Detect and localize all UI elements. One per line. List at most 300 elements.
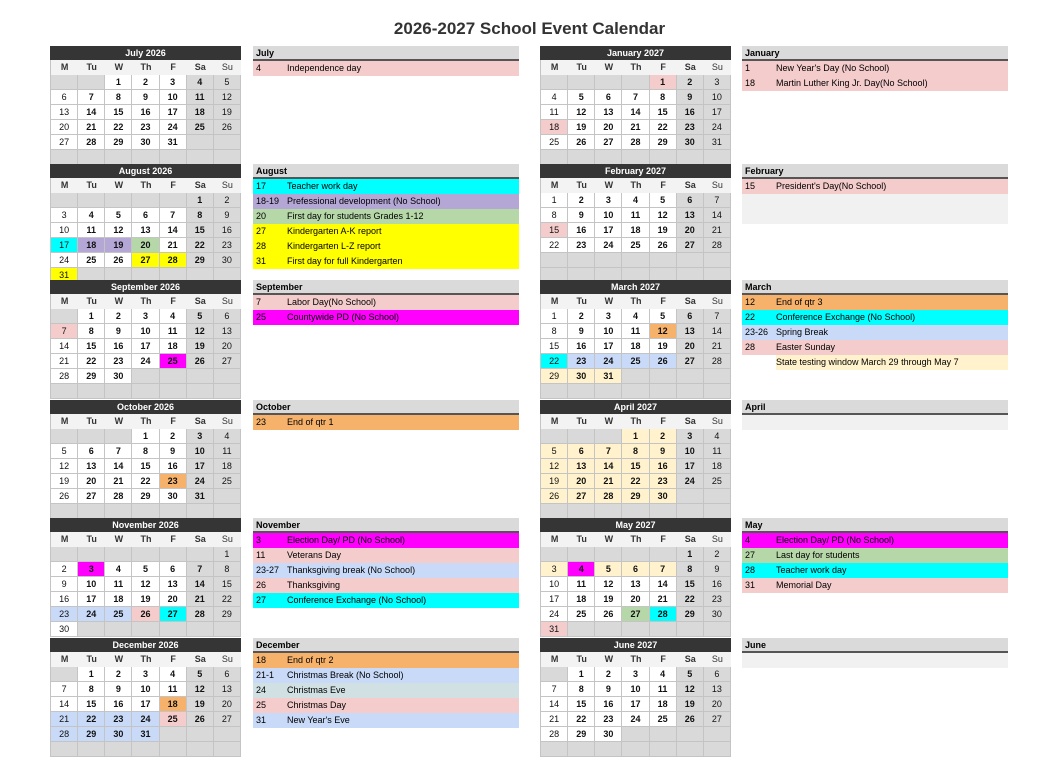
day-cell[interactable]: 22 (622, 474, 649, 489)
event-row[interactable] (253, 61, 519, 76)
day-cell[interactable]: 4 (541, 90, 568, 105)
day-cell[interactable]: 9 (595, 682, 622, 697)
day-cell[interactable]: 8 (187, 208, 214, 223)
day-cell[interactable]: 22 (568, 712, 595, 727)
day-cell[interactable]: 14 (160, 223, 187, 238)
day-cell[interactable]: 26 (187, 712, 214, 727)
day-cell[interactable]: 25 (160, 712, 187, 727)
day-cell[interactable]: 12 (132, 577, 159, 592)
day-cell[interactable]: 6 (622, 562, 649, 577)
day-cell[interactable]: 1 (105, 75, 132, 90)
day-cell[interactable]: 12 (187, 682, 214, 697)
day-cell[interactable]: 15 (105, 105, 132, 120)
day-cell[interactable]: 19 (214, 105, 241, 120)
day-cell[interactable]: 8 (78, 324, 105, 339)
day-cell[interactable]: 20 (160, 592, 187, 607)
day-cell[interactable]: 13 (214, 682, 241, 697)
day-cell[interactable]: 19 (650, 223, 677, 238)
day-cell[interactable]: 31 (704, 135, 731, 150)
day-cell[interactable]: 27 (160, 607, 187, 622)
day-cell[interactable]: 25 (568, 607, 595, 622)
event-row[interactable] (253, 668, 519, 683)
day-cell[interactable]: 16 (105, 339, 132, 354)
event-row[interactable] (253, 179, 519, 194)
day-cell[interactable]: 28 (51, 727, 78, 742)
day-cell[interactable]: 3 (187, 429, 214, 444)
day-cell[interactable]: 29 (677, 607, 704, 622)
day-cell[interactable]: 13 (214, 324, 241, 339)
day-cell[interactable]: 20 (677, 223, 704, 238)
day-cell[interactable]: 19 (677, 697, 704, 712)
day-cell[interactable]: 17 (160, 105, 187, 120)
day-cell[interactable]: 5 (132, 562, 159, 577)
day-cell[interactable]: 23 (214, 238, 241, 253)
day-cell[interactable]: 5 (51, 444, 78, 459)
day-cell[interactable]: 7 (105, 444, 132, 459)
day-cell[interactable]: 3 (677, 429, 704, 444)
day-cell[interactable]: 6 (677, 193, 704, 208)
day-cell[interactable]: 13 (78, 459, 105, 474)
day-cell[interactable]: 7 (541, 682, 568, 697)
day-cell[interactable]: 15 (541, 339, 568, 354)
day-cell[interactable]: 8 (541, 324, 568, 339)
day-cell[interactable]: 16 (51, 592, 78, 607)
event-row[interactable] (253, 310, 519, 325)
day-cell[interactable]: 25 (78, 253, 105, 268)
day-cell[interactable]: 26 (187, 354, 214, 369)
day-cell[interactable]: 20 (51, 120, 78, 135)
day-cell[interactable]: 10 (51, 223, 78, 238)
day-cell[interactable]: 18 (160, 697, 187, 712)
day-cell[interactable]: 17 (78, 592, 105, 607)
day-cell[interactable]: 25 (622, 354, 649, 369)
day-cell[interactable]: 10 (595, 208, 622, 223)
day-cell[interactable]: 14 (704, 208, 731, 223)
day-cell[interactable]: 28 (187, 607, 214, 622)
event-row[interactable] (742, 179, 1008, 194)
event-row[interactable] (742, 548, 1008, 563)
day-cell[interactable]: 12 (595, 577, 622, 592)
day-cell[interactable]: 16 (160, 459, 187, 474)
day-cell[interactable]: 22 (105, 120, 132, 135)
day-cell[interactable]: 14 (78, 105, 105, 120)
day-cell[interactable]: 16 (214, 223, 241, 238)
day-cell[interactable]: 22 (214, 592, 241, 607)
day-cell[interactable]: 16 (568, 223, 595, 238)
day-cell[interactable]: 1 (132, 429, 159, 444)
day-cell[interactable]: 5 (541, 444, 568, 459)
day-cell[interactable]: 16 (650, 459, 677, 474)
day-cell[interactable]: 1 (541, 193, 568, 208)
day-cell[interactable]: 10 (187, 444, 214, 459)
event-row[interactable] (253, 548, 519, 563)
day-cell[interactable]: 28 (78, 135, 105, 150)
day-cell[interactable]: 24 (160, 120, 187, 135)
day-cell[interactable]: 6 (214, 309, 241, 324)
day-cell[interactable]: 4 (214, 429, 241, 444)
day-cell[interactable]: 21 (650, 592, 677, 607)
day-cell[interactable]: 7 (160, 208, 187, 223)
day-cell[interactable]: 21 (595, 474, 622, 489)
event-row[interactable] (253, 683, 519, 698)
event-row[interactable] (253, 224, 519, 239)
day-cell[interactable]: 2 (132, 75, 159, 90)
day-cell[interactable]: 25 (541, 135, 568, 150)
day-cell[interactable]: 17 (595, 339, 622, 354)
day-cell[interactable]: 21 (622, 120, 649, 135)
event-row[interactable] (253, 713, 519, 728)
day-cell[interactable]: 26 (650, 238, 677, 253)
day-cell[interactable]: 24 (78, 607, 105, 622)
day-cell[interactable]: 26 (677, 712, 704, 727)
day-cell[interactable]: 24 (677, 474, 704, 489)
day-cell[interactable]: 27 (214, 354, 241, 369)
event-row[interactable] (253, 239, 519, 254)
day-cell[interactable]: 11 (78, 223, 105, 238)
day-cell[interactable]: 17 (132, 339, 159, 354)
day-cell[interactable]: 27 (677, 354, 704, 369)
day-cell[interactable]: 25 (704, 474, 731, 489)
day-cell[interactable]: 11 (568, 577, 595, 592)
day-cell[interactable]: 20 (595, 120, 622, 135)
day-cell[interactable]: 21 (105, 474, 132, 489)
event-row[interactable] (253, 254, 519, 269)
day-cell[interactable]: 7 (704, 309, 731, 324)
day-cell[interactable]: 27 (704, 712, 731, 727)
day-cell[interactable]: 16 (132, 105, 159, 120)
day-cell[interactable]: 4 (568, 562, 595, 577)
day-cell[interactable]: 17 (622, 697, 649, 712)
day-cell[interactable]: 30 (160, 489, 187, 504)
day-cell[interactable]: 1 (677, 547, 704, 562)
day-cell[interactable]: 9 (650, 444, 677, 459)
day-cell[interactable]: 14 (187, 577, 214, 592)
event-row[interactable] (253, 698, 519, 713)
day-cell[interactable]: 12 (568, 105, 595, 120)
day-cell[interactable]: 23 (595, 712, 622, 727)
day-cell[interactable]: 15 (214, 577, 241, 592)
day-cell[interactable]: 24 (595, 354, 622, 369)
day-cell[interactable]: 23 (677, 120, 704, 135)
day-cell[interactable]: 29 (541, 369, 568, 384)
day-cell[interactable]: 12 (650, 208, 677, 223)
day-cell[interactable]: 29 (650, 135, 677, 150)
day-cell[interactable]: 26 (541, 489, 568, 504)
day-cell[interactable]: 2 (704, 547, 731, 562)
day-cell[interactable]: 11 (160, 324, 187, 339)
day-cell[interactable]: 5 (187, 309, 214, 324)
day-cell[interactable]: 5 (187, 667, 214, 682)
day-cell[interactable]: 13 (704, 682, 731, 697)
day-cell[interactable]: 9 (160, 444, 187, 459)
day-cell[interactable]: 5 (595, 562, 622, 577)
event-row[interactable] (742, 61, 1008, 76)
day-cell[interactable]: 21 (78, 120, 105, 135)
day-cell[interactable]: 10 (622, 682, 649, 697)
day-cell[interactable]: 18 (214, 459, 241, 474)
day-cell[interactable]: 21 (704, 223, 731, 238)
day-cell[interactable]: 10 (160, 90, 187, 105)
day-cell[interactable]: 29 (105, 135, 132, 150)
day-cell[interactable]: 1 (214, 547, 241, 562)
day-cell[interactable]: 12 (677, 682, 704, 697)
day-cell[interactable]: 22 (677, 592, 704, 607)
day-cell[interactable]: 30 (132, 135, 159, 150)
day-cell[interactable]: 24 (187, 474, 214, 489)
day-cell[interactable]: 20 (677, 339, 704, 354)
day-cell[interactable]: 4 (622, 193, 649, 208)
day-cell[interactable]: 15 (677, 577, 704, 592)
day-cell[interactable]: 1 (622, 429, 649, 444)
day-cell[interactable]: 10 (132, 682, 159, 697)
event-row[interactable] (253, 295, 519, 310)
day-cell[interactable]: 17 (51, 238, 78, 253)
day-cell[interactable]: 9 (214, 208, 241, 223)
day-cell[interactable]: 30 (105, 369, 132, 384)
day-cell[interactable]: 26 (595, 607, 622, 622)
day-cell[interactable]: 23 (568, 354, 595, 369)
day-cell[interactable]: 29 (568, 727, 595, 742)
day-cell[interactable]: 6 (595, 90, 622, 105)
day-cell[interactable]: 17 (677, 459, 704, 474)
day-cell[interactable]: 18 (105, 592, 132, 607)
day-cell[interactable]: 7 (187, 562, 214, 577)
day-cell[interactable]: 20 (704, 697, 731, 712)
day-cell[interactable]: 23 (704, 592, 731, 607)
day-cell[interactable]: 8 (105, 90, 132, 105)
day-cell[interactable]: 1 (78, 309, 105, 324)
day-cell[interactable]: 2 (51, 562, 78, 577)
day-cell[interactable]: 2 (650, 429, 677, 444)
event-row[interactable] (253, 209, 519, 224)
day-cell[interactable]: 27 (595, 135, 622, 150)
day-cell[interactable]: 15 (187, 223, 214, 238)
day-cell[interactable]: 17 (704, 105, 731, 120)
day-cell[interactable]: 18 (78, 238, 105, 253)
day-cell[interactable]: 2 (595, 667, 622, 682)
day-cell[interactable]: 25 (105, 607, 132, 622)
day-cell[interactable]: 16 (677, 105, 704, 120)
day-cell[interactable]: 8 (78, 682, 105, 697)
day-cell[interactable]: 21 (541, 712, 568, 727)
day-cell[interactable]: 22 (541, 354, 568, 369)
day-cell[interactable]: 15 (541, 223, 568, 238)
day-cell[interactable]: 9 (704, 562, 731, 577)
day-cell[interactable]: 29 (622, 489, 649, 504)
day-cell[interactable]: 21 (160, 238, 187, 253)
day-cell[interactable]: 28 (704, 354, 731, 369)
day-cell[interactable]: 28 (51, 369, 78, 384)
day-cell[interactable]: 1 (541, 309, 568, 324)
day-cell[interactable]: 16 (704, 577, 731, 592)
day-cell[interactable]: 30 (214, 253, 241, 268)
day-cell[interactable]: 28 (160, 253, 187, 268)
day-cell[interactable]: 1 (568, 667, 595, 682)
day-cell[interactable]: 7 (704, 193, 731, 208)
day-cell[interactable]: 6 (160, 562, 187, 577)
day-cell[interactable]: 2 (568, 309, 595, 324)
day-cell[interactable]: 7 (622, 90, 649, 105)
day-cell[interactable]: 5 (650, 309, 677, 324)
day-cell[interactable]: 6 (704, 667, 731, 682)
day-cell[interactable]: 1 (650, 75, 677, 90)
day-cell[interactable]: 12 (650, 324, 677, 339)
day-cell[interactable]: 6 (568, 444, 595, 459)
day-cell[interactable]: 5 (650, 193, 677, 208)
day-cell[interactable]: 6 (132, 208, 159, 223)
event-row[interactable] (253, 578, 519, 593)
day-cell[interactable]: 12 (105, 223, 132, 238)
day-cell[interactable]: 22 (650, 120, 677, 135)
day-cell[interactable]: 26 (650, 354, 677, 369)
day-cell[interactable]: 20 (132, 238, 159, 253)
day-cell[interactable]: 4 (187, 75, 214, 90)
day-cell[interactable]: 17 (132, 697, 159, 712)
day-cell[interactable]: 24 (51, 253, 78, 268)
day-cell[interactable]: 11 (187, 90, 214, 105)
day-cell[interactable]: 27 (568, 489, 595, 504)
day-cell[interactable]: 22 (187, 238, 214, 253)
day-cell[interactable]: 19 (541, 474, 568, 489)
day-cell[interactable]: 3 (541, 562, 568, 577)
day-cell[interactable]: 2 (160, 429, 187, 444)
day-cell[interactable]: 8 (677, 562, 704, 577)
day-cell[interactable]: 8 (622, 444, 649, 459)
day-cell[interactable]: 28 (595, 489, 622, 504)
day-cell[interactable]: 28 (622, 135, 649, 150)
day-cell[interactable]: 14 (51, 697, 78, 712)
day-cell[interactable]: 30 (105, 727, 132, 742)
day-cell[interactable]: 10 (677, 444, 704, 459)
day-cell[interactable]: 10 (132, 324, 159, 339)
day-cell[interactable]: 14 (541, 697, 568, 712)
day-cell[interactable]: 31 (595, 369, 622, 384)
day-cell[interactable]: 6 (51, 90, 78, 105)
day-cell[interactable]: 13 (622, 577, 649, 592)
day-cell[interactable]: 15 (568, 697, 595, 712)
day-cell[interactable]: 4 (650, 667, 677, 682)
day-cell[interactable]: 17 (595, 223, 622, 238)
day-cell[interactable]: 8 (132, 444, 159, 459)
day-cell[interactable]: 10 (541, 577, 568, 592)
day-cell[interactable]: 6 (78, 444, 105, 459)
day-cell[interactable]: 23 (568, 238, 595, 253)
day-cell[interactable]: 30 (568, 369, 595, 384)
day-cell[interactable]: 28 (105, 489, 132, 504)
day-cell[interactable]: 13 (677, 208, 704, 223)
day-cell[interactable]: 14 (51, 339, 78, 354)
day-cell[interactable]: 22 (78, 354, 105, 369)
day-cell[interactable]: 18 (622, 223, 649, 238)
day-cell[interactable]: 28 (704, 238, 731, 253)
day-cell[interactable]: 29 (214, 607, 241, 622)
event-row[interactable] (742, 325, 1008, 340)
event-row[interactable] (742, 76, 1008, 91)
day-cell[interactable]: 3 (595, 309, 622, 324)
event-row[interactable] (742, 563, 1008, 578)
day-cell[interactable]: 11 (105, 577, 132, 592)
day-cell[interactable]: 18 (160, 339, 187, 354)
day-cell[interactable]: 31 (132, 727, 159, 742)
day-cell[interactable]: 18 (650, 697, 677, 712)
day-cell[interactable]: 20 (568, 474, 595, 489)
day-cell[interactable]: 14 (105, 459, 132, 474)
event-row[interactable] (253, 533, 519, 548)
day-cell[interactable]: 23 (650, 474, 677, 489)
day-cell[interactable]: 27 (622, 607, 649, 622)
day-cell[interactable]: 23 (51, 607, 78, 622)
day-cell[interactable]: 9 (677, 90, 704, 105)
day-cell[interactable]: 8 (214, 562, 241, 577)
day-cell[interactable]: 4 (105, 562, 132, 577)
day-cell[interactable]: 19 (595, 592, 622, 607)
day-cell[interactable]: 8 (568, 682, 595, 697)
day-cell[interactable]: 22 (78, 712, 105, 727)
day-cell[interactable]: 19 (51, 474, 78, 489)
day-cell[interactable]: 4 (160, 667, 187, 682)
day-cell[interactable]: 18 (568, 592, 595, 607)
day-cell[interactable]: 18 (704, 459, 731, 474)
day-cell[interactable]: 8 (541, 208, 568, 223)
day-cell[interactable]: 9 (105, 324, 132, 339)
day-cell[interactable]: 24 (541, 607, 568, 622)
event-row[interactable] (742, 310, 1008, 325)
day-cell[interactable]: 20 (214, 339, 241, 354)
day-cell[interactable]: 5 (568, 90, 595, 105)
day-cell[interactable]: 4 (78, 208, 105, 223)
day-cell[interactable]: 22 (132, 474, 159, 489)
day-cell[interactable]: 11 (160, 682, 187, 697)
day-cell[interactable]: 3 (132, 309, 159, 324)
day-cell[interactable]: 19 (105, 238, 132, 253)
day-cell[interactable]: 29 (78, 727, 105, 742)
day-cell[interactable]: 2 (568, 193, 595, 208)
day-cell[interactable]: 4 (704, 429, 731, 444)
day-cell[interactable]: 24 (704, 120, 731, 135)
day-cell[interactable]: 3 (704, 75, 731, 90)
day-cell[interactable]: 13 (568, 459, 595, 474)
day-cell[interactable]: 24 (622, 712, 649, 727)
day-cell[interactable]: 27 (78, 489, 105, 504)
day-cell[interactable]: 11 (704, 444, 731, 459)
day-cell[interactable]: 29 (187, 253, 214, 268)
day-cell[interactable]: 14 (650, 577, 677, 592)
day-cell[interactable]: 30 (650, 489, 677, 504)
day-cell[interactable]: 11 (541, 105, 568, 120)
day-cell[interactable]: 3 (622, 667, 649, 682)
day-cell[interactable]: 21 (704, 339, 731, 354)
day-cell[interactable]: 11 (622, 208, 649, 223)
day-cell[interactable]: 23 (105, 712, 132, 727)
day-cell[interactable]: 2 (105, 667, 132, 682)
day-cell[interactable]: 23 (132, 120, 159, 135)
day-cell[interactable]: 13 (160, 577, 187, 592)
day-cell[interactable]: 11 (622, 324, 649, 339)
event-row[interactable] (742, 578, 1008, 593)
day-cell[interactable]: 19 (568, 120, 595, 135)
day-cell[interactable]: 8 (650, 90, 677, 105)
day-cell[interactable]: 2 (105, 309, 132, 324)
day-cell[interactable]: 27 (132, 253, 159, 268)
day-cell[interactable]: 21 (51, 712, 78, 727)
event-row[interactable] (253, 415, 519, 430)
day-cell[interactable]: 11 (650, 682, 677, 697)
day-cell[interactable]: 4 (160, 309, 187, 324)
event-row[interactable] (253, 194, 519, 209)
day-cell[interactable]: 7 (595, 444, 622, 459)
day-cell[interactable]: 16 (105, 697, 132, 712)
day-cell[interactable]: 12 (187, 324, 214, 339)
